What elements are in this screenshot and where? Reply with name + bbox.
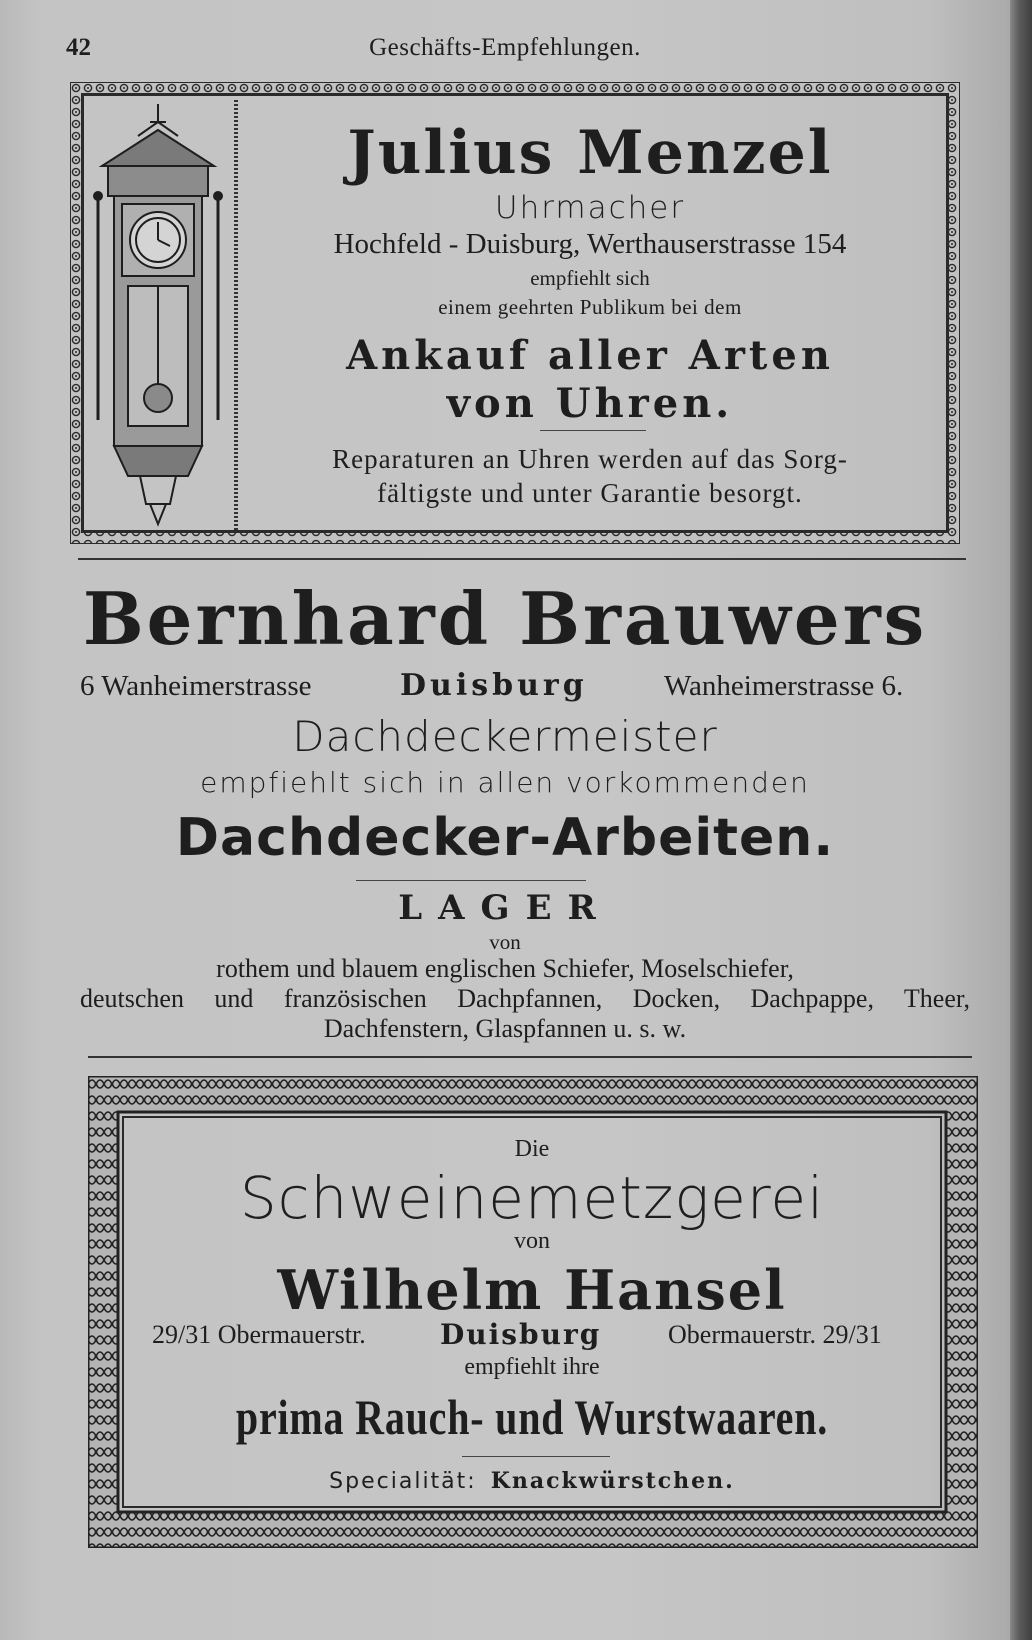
- brauwers-lager: LAGER: [398, 888, 612, 928]
- menzel-headline2: von Uhren.: [446, 380, 734, 427]
- divider: [540, 430, 646, 431]
- menzel-repair1: Reparaturen an Uhren werden auf das Sorg-: [332, 444, 848, 474]
- pendulum-clock-illustration: [88, 100, 228, 530]
- brauwers-trade: Dachdeckermeister: [292, 712, 718, 761]
- brauwers-products1: rothem und blauem englischen Schiefer, Moselschiefer,: [216, 954, 794, 983]
- hansel-von: von: [514, 1228, 550, 1254]
- brauwers-products3: Dachfenstern, Glaspfannen u. s. w.: [323, 1014, 687, 1043]
- divider: [462, 1456, 610, 1457]
- section-divider: [88, 1056, 972, 1058]
- brauwers-city: Duisburg: [400, 668, 588, 703]
- hansel-city: Duisburg: [440, 1318, 602, 1351]
- section-divider: [78, 558, 966, 560]
- hansel-title: Schweinemetzgerei: [239, 1164, 825, 1232]
- menzel-name: Julius Menzel: [347, 118, 833, 188]
- brauwers-products2: deutschen und französischen Dachpfannen, Docken, Dachpappe, Theer,: [80, 984, 970, 1013]
- hansel-address-right: Obermauerstr. 29/31: [668, 1320, 882, 1349]
- menzel-trade: Uhrmacher: [494, 190, 686, 226]
- hansel-headline: prima Rauch- und Wurstwaaren.: [235, 1389, 829, 1445]
- page-title: Geschäfts-Empfehlungen.: [369, 34, 641, 61]
- menzel-address: Hochfeld - Duisburg, Werthauserstrasse 154: [333, 228, 847, 260]
- brauwers-address-right: Wanheimerstrasse 6.: [664, 670, 904, 702]
- specialty-value: Knackwürstchen.: [490, 1468, 735, 1494]
- menzel-headline1: Ankauf aller Arten: [346, 332, 834, 379]
- menzel-line2: einem geehrten Publikum bei dem: [438, 295, 742, 319]
- hansel-name: Wilhelm Hansel: [277, 1258, 787, 1322]
- decorative-rule: [234, 100, 238, 530]
- page-number: 42: [66, 34, 91, 61]
- menzel-repair2: fältigste und unter Garantie besorgt.: [377, 478, 803, 508]
- hansel-recommend: empfiehlt ihre: [464, 1354, 600, 1380]
- divider: [356, 880, 586, 881]
- specialty-label: Specialität:: [329, 1469, 477, 1494]
- hansel-specialty: [122, 1468, 942, 1494]
- hansel-address-left: 29/31 Obermauerstr.: [152, 1320, 366, 1349]
- brauwers-von: von: [489, 930, 521, 954]
- brauwers-address-left: 6 Wanheimerstrasse: [80, 670, 312, 702]
- brauwers-recommend: empfiehlt sich in allen vorkommenden: [200, 766, 810, 799]
- brauwers-name: Bernhard Brauwers: [82, 576, 928, 661]
- brauwers-headline: Dachdecker-Arbeiten.: [175, 808, 835, 868]
- menzel-line1: empfiehlt sich: [530, 266, 650, 290]
- hansel-die: Die: [514, 1136, 550, 1162]
- page-edge: [1010, 0, 1032, 1640]
